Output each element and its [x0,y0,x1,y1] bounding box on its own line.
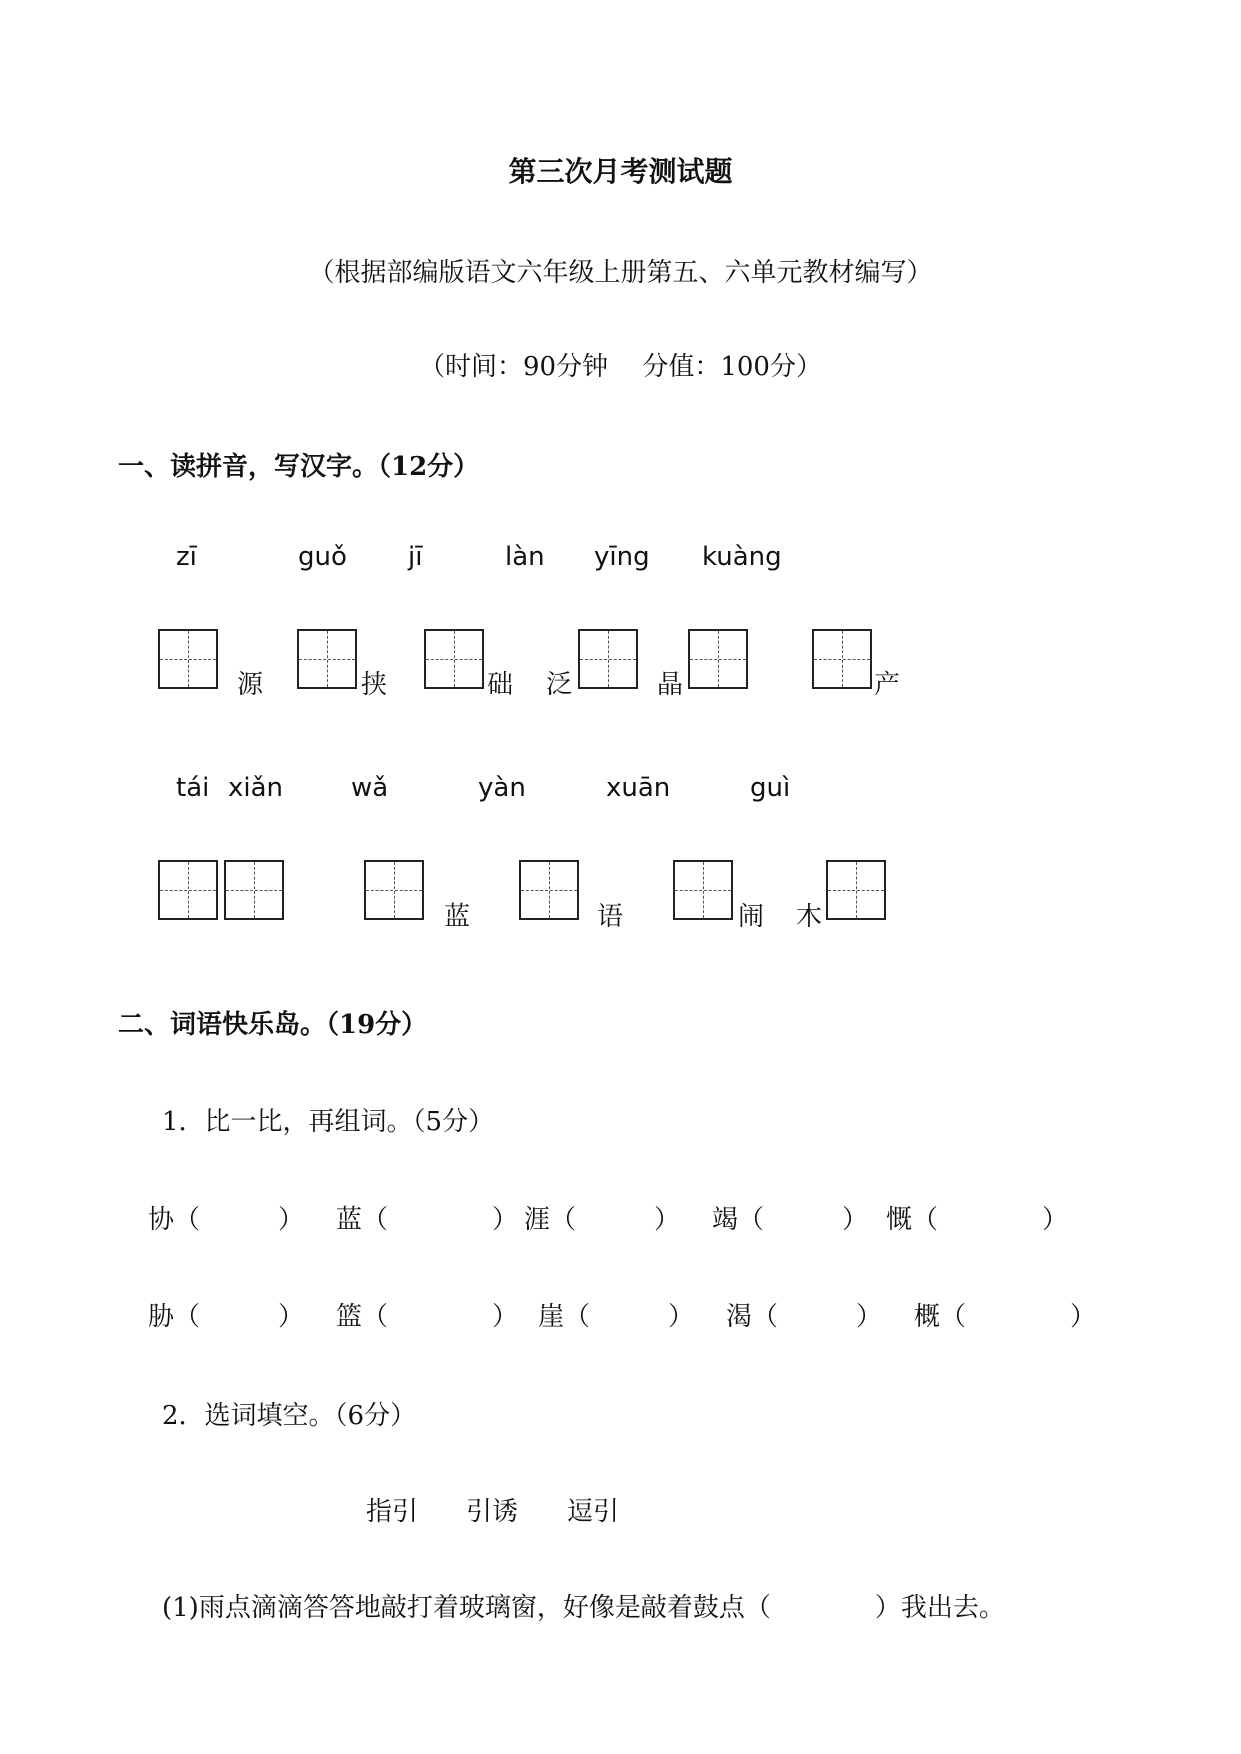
time-score-info: （时间：90分钟 分值：100分） [419,352,822,382]
page-title: 第三次月考测试题 [508,155,733,188]
pinyin-lan: làn [505,542,545,572]
compare-item[interactable]: 胁（ ） [148,1302,305,1332]
pinyin-ying: yīng [594,542,650,572]
writing-grid-lan[interactable] [578,629,638,689]
writing-grid-yan[interactable] [519,860,579,920]
char-yu: 语 [597,902,624,932]
writing-grid-ying[interactable] [688,629,748,689]
writing-grid-xuan[interactable] [673,860,733,920]
word-option: 引诱 [466,1497,519,1527]
page-subtitle: （根据部编版语文六年级上册第五、六单元教材编写） [308,258,933,288]
compare-item[interactable]: 协（ ） [148,1205,305,1235]
pinyin-xuan: xuān [606,773,671,803]
section-2-heading: 二、词语快乐岛。（19分） [118,1010,428,1040]
char-fan: 泛 [546,670,573,700]
section-1-heading: 一、读拼音，写汉字。（12分） [118,452,480,482]
writing-grid-wa[interactable] [364,860,424,920]
pinyin-yan: yàn [478,773,526,803]
compare-item[interactable]: 概（ ） [914,1302,1097,1332]
compare-item[interactable]: 篮（ ） [336,1302,519,1332]
writing-grid-guo[interactable] [297,629,357,689]
writing-grid-zi[interactable] [158,629,218,689]
compare-item[interactable]: 蓝（ ） [336,1205,519,1235]
compare-item[interactable]: 崖（ ） [538,1302,695,1332]
pinyin-tai: tái [176,773,210,803]
pinyin-xian: xiǎn [228,773,284,803]
pinyin-ji: jī [408,542,423,572]
word-option: 指引 [366,1497,419,1527]
char-chan: 产 [874,670,901,700]
compare-item[interactable]: 渴（ ） [726,1302,883,1332]
char-nao: 闹 [738,902,765,932]
pinyin-guo: guǒ [298,542,347,572]
char-lan: 蓝 [444,902,471,932]
writing-grid-kuang[interactable] [812,629,872,689]
pinyin-zi: zī [176,542,197,572]
question-2-label: 2．选词填空。（6分） [162,1401,417,1431]
char-xie: 挟 [361,670,388,700]
pinyin-gui: guì [750,773,791,803]
writing-grid-ji[interactable] [424,629,484,689]
char-yuan: 源 [237,670,264,700]
compare-item[interactable]: 涯（ ） [524,1205,681,1235]
word-option: 逗引 [567,1497,620,1527]
question-1-label: 1．比一比，再组词。（5分） [162,1107,495,1137]
compare-item[interactable]: 竭（ ） [712,1205,869,1235]
writing-grid-xian[interactable] [224,860,284,920]
compare-item[interactable]: 慨（ ） [886,1205,1069,1235]
char-chu: 础 [487,670,514,700]
char-jing: 晶 [657,670,684,700]
pinyin-kuang: kuàng [702,542,782,572]
writing-grid-gui[interactable] [826,860,886,920]
pinyin-wa: wǎ [351,773,389,803]
char-mu: 木 [796,902,823,932]
writing-grid-tai[interactable] [158,860,218,920]
fill-in-item-1[interactable]: (1)雨点滴滴答答地敲打着玻璃窗，好像是敲着鼓点（ ）我出去。 [162,1593,1005,1623]
